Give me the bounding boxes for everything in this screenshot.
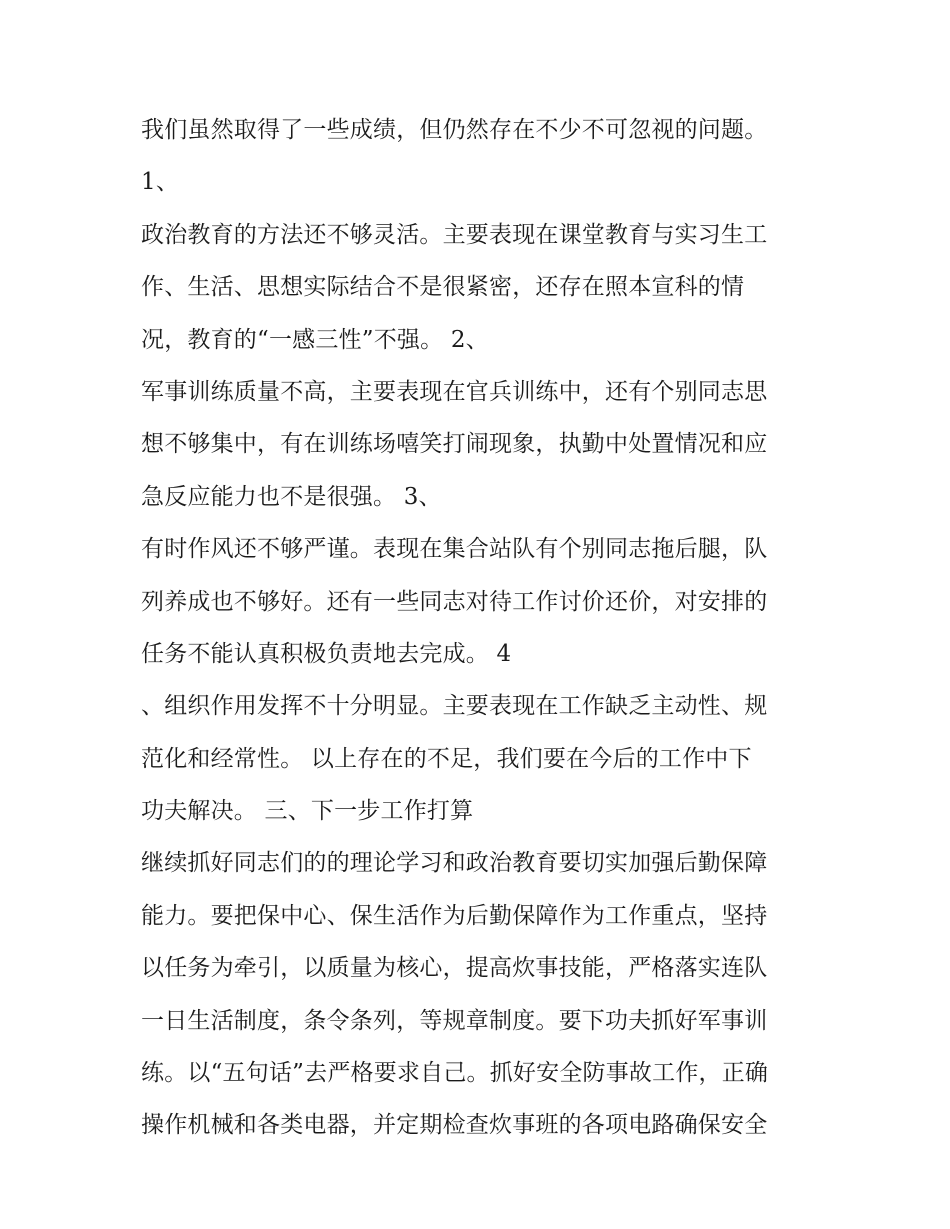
text-line: 继续抓好同志们的的理论学习和政治教育要切实加强后勤保障 <box>141 850 768 877</box>
text-line: 、组织作用发挥不十分明显。主要表现在工作缺乏主动性、规 <box>141 693 768 720</box>
text-line: 军事训练质量不高，主要表现在官兵训练中，还有个别同志思 <box>141 378 768 405</box>
text-line: 任务不能认真积极负责地去完成。 4 <box>141 640 512 667</box>
text-line: 政治教育的方法还不够灵活。主要表现在课堂教育与实习生工 <box>141 221 768 248</box>
text-line: 想不够集中，有在训练场嘻笑打闹现象，执勤中处置情况和应 <box>141 431 768 458</box>
text-line: 况，教育的“一感三性”不强。 2、 <box>141 326 489 353</box>
text-line: 有时作风还不够严谨。表现在集合站队有个别同志拖后腿，队 <box>141 536 768 563</box>
text-line: 我们虽然取得了一些成绩，但仍然存在不少不可忽视的问题。 <box>141 117 768 143</box>
text-line: 练。以“五句话”去严格要求自己。抓好安全防事故工作，正确 <box>141 1060 769 1087</box>
text-line: 一日生活制度，条令条列，等规章制度。要下功夫抓好军事训 <box>141 1007 768 1034</box>
text-line: 急反应能力也不是很强。 3、 <box>141 483 442 510</box>
text-line: 1、 <box>141 169 180 196</box>
text-line: 能力。要把保中心、保生活作为后勤保障作为工作重点，坚持 <box>141 902 768 929</box>
body-text <box>141 104 821 1152</box>
text-line: 功夫解决。 三、下一步工作打算 <box>141 798 474 825</box>
text-line: 操作机械和各类电器，并定期检查炊事班的各项电路确保安全 <box>141 1112 768 1139</box>
text-line: 作、生活、思想实际结合不是很紧密，还存在照本宣科的情 <box>141 274 745 301</box>
text-line: 范化和经常性。 以上存在的不足，我们要在今后的工作中下 <box>141 745 752 772</box>
text-line: 列养成也不够好。还有一些同志对待工作讨价还价，对安排的 <box>141 588 768 615</box>
text-line: 以任务为牵引，以质量为核心，提高炊事技能，严格落实连队 <box>141 955 768 982</box>
